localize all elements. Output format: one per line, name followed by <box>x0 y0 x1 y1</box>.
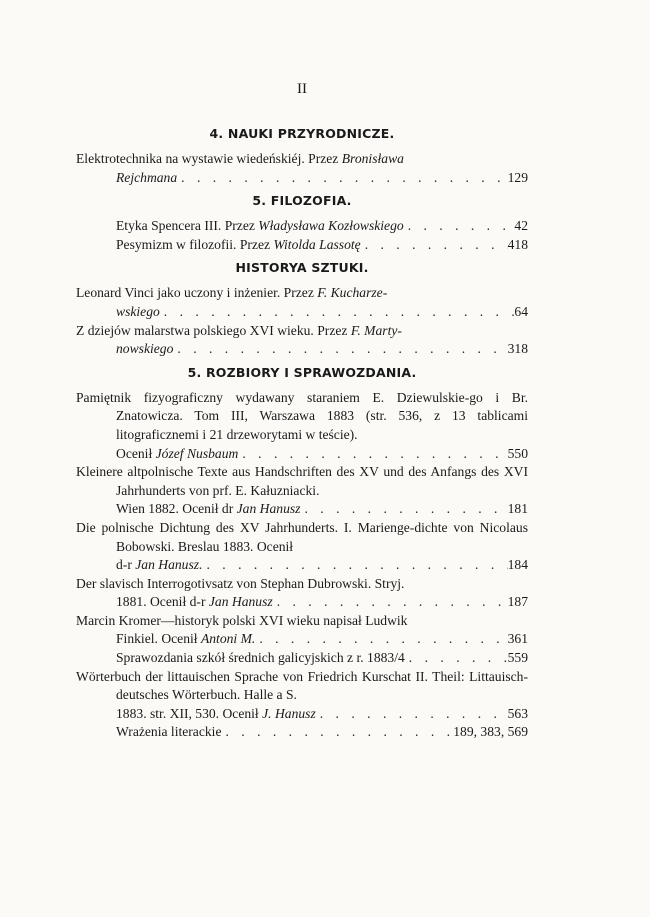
page-reference: 184 <box>507 557 528 573</box>
entry-lead: 1881. Ocenił d-r <box>116 594 209 610</box>
entry-author: F. Kucharze- <box>317 285 388 301</box>
entry-last-line <box>116 649 528 668</box>
entry-text: Elektrotechnika na wystawie wiedeńskiéj. Przez <box>76 151 342 166</box>
toc-entry <box>76 236 528 255</box>
table-of-contents <box>76 124 528 742</box>
page-number: II <box>297 81 307 97</box>
toc-entry <box>76 575 528 612</box>
entry-last-line <box>116 556 528 575</box>
section-heading: 5. ROZBIORY I SPRAWOZDANIA. <box>187 364 417 380</box>
dot-leader <box>177 169 507 188</box>
entry-lead-text <box>116 705 316 724</box>
toc-entry <box>76 463 528 519</box>
dot-leader <box>221 723 453 742</box>
entry-last-line <box>116 445 528 464</box>
entry-author: Jan Hanusz <box>236 501 301 517</box>
entry-lead-text <box>116 445 238 464</box>
page-reference: 129 <box>507 169 528 185</box>
dot-leader <box>160 303 515 322</box>
entry-last-line <box>116 169 528 188</box>
toc-entry <box>76 217 528 236</box>
entry-author: Bronisława <box>341 151 404 166</box>
entry-lead: Etyka Spencera III. Przez <box>116 218 259 234</box>
dot-leader <box>202 556 507 575</box>
entry-lead-text <box>116 649 405 668</box>
entry-author: Władysława Kozłowskiego <box>258 218 404 234</box>
entry-lead-text <box>116 556 202 575</box>
entry-text: Der slavisch Interrogotivsatz von Stephan Dubrowski. Stryj. <box>76 575 405 591</box>
dot-leader <box>405 649 508 668</box>
entry-last-line <box>116 500 528 519</box>
entry-text: Die polnische Dichtung des XV Jahrhunderts. I. Marienge-dichte von Nicolaus Bobowski. Breslau 1883. Ocenił <box>76 519 528 554</box>
page-reference: 418 <box>507 236 528 252</box>
entry-author: Jan Hanusz <box>208 594 273 610</box>
dot-leader <box>316 705 508 724</box>
entry-lead-text <box>116 500 300 519</box>
toc-entry <box>76 519 528 575</box>
entry-lead-text <box>116 303 160 322</box>
entry-text: Pamiętnik fizyograficzny wydawany staraniem E. Dziewulskie-go i Br. Znatowicza. Tom III, Warszawa 1883 (str. 536, z 13 tablicami litograficznemi i 21 drzeworytami w teście). <box>76 389 528 442</box>
toc-entry <box>76 284 528 321</box>
page-reference: 361 <box>507 631 528 647</box>
section-heading: HISTORYA SZTUKI. <box>235 260 369 276</box>
entry-last-line <box>116 303 528 322</box>
section-heading: 4. NAUKI PRZYRODNICZE. <box>209 126 395 141</box>
entry-lead-text <box>116 593 273 612</box>
entry-lead-text <box>116 217 404 236</box>
page-reference: 318 <box>507 341 528 357</box>
page-reference: 550 <box>507 445 528 461</box>
entry-last-line <box>116 630 528 649</box>
entry-lead-text <box>116 630 255 649</box>
dot-leader <box>404 217 515 236</box>
page-reference: 42 <box>514 218 528 234</box>
entry-last-line <box>116 217 528 236</box>
entry-author: F. Marty- <box>350 322 402 338</box>
entry-author: Antoni M. <box>200 631 256 647</box>
entry-lead: Pesymizm w filozofii. Przez <box>116 236 274 252</box>
entry-text: Leonard Vinci jako uczony i inżenier. Przez <box>76 285 318 301</box>
entry-author: J. Hanusz <box>262 705 316 721</box>
page-reference: 181 <box>507 501 528 517</box>
page-reference: 559 <box>507 650 528 666</box>
entry-lead: Ocenił <box>116 445 156 461</box>
entry-lead-text <box>116 169 177 188</box>
entry-lead: 1883. str. XII, 530. Ocenił <box>116 705 263 721</box>
dot-leader <box>273 593 508 612</box>
entry-last-line <box>116 705 528 724</box>
entry-lead: d-r <box>116 557 136 573</box>
entry-author: Jan Hanusz. <box>135 557 203 573</box>
page-reference: 189, 383, 569 <box>453 724 528 740</box>
toc-entry <box>76 389 528 463</box>
toc-entry <box>76 612 528 649</box>
dot-leader <box>173 340 507 359</box>
entry-last-line <box>116 236 528 255</box>
dot-leader <box>361 236 508 255</box>
toc-entry <box>76 649 528 668</box>
entry-author: Rejchmana <box>116 169 178 185</box>
toc-entry <box>76 723 528 742</box>
entry-text: Kleinere altpolnische Texte aus Handschriften des XV und des Anfangs des XVI Jahrhunderts von prf. E. Kałuzniacki. <box>76 464 528 498</box>
section-heading: 5. FILOZOFIA. <box>252 193 352 209</box>
entry-last-line <box>116 340 528 359</box>
entry-author: wskiego <box>116 303 160 319</box>
entry-lead: Sprawozdania szkół średnich galicyjskich z r. 1883/4 <box>116 650 405 666</box>
entry-lead: Wrażenia literackie <box>116 724 222 740</box>
page-reference: 64 <box>514 303 528 319</box>
toc-entry <box>76 322 528 359</box>
entry-lead-text <box>116 340 173 359</box>
entry-last-line <box>116 723 528 742</box>
entry-last-line <box>116 593 528 612</box>
entry-author: Witolda Lassotę <box>273 236 361 252</box>
entry-text: Marcin Kromer—historyk polski XVI wieku napisał Ludwik <box>76 612 408 628</box>
entry-lead-text <box>116 236 361 255</box>
toc-entry <box>76 668 528 724</box>
page-reference: 563 <box>507 705 528 721</box>
dot-leader <box>238 445 507 464</box>
entry-text: Wörterbuch der littauischen Sprache von Friedrich Kurschat II. Theil: Littauisch-deutsches Wörterbuch. Halle a S. <box>76 668 528 703</box>
entry-author: nowskiego <box>116 341 174 357</box>
entry-author: Józef Nusbaum <box>155 445 239 461</box>
dot-leader <box>300 500 507 519</box>
entry-lead: Finkiel. Ocenił <box>116 631 201 647</box>
entry-lead-text <box>116 723 221 742</box>
entry-text: Z dziejów malarstwa polskiego XVI wieku. Przez <box>76 322 351 338</box>
document-page <box>76 78 528 742</box>
dot-leader <box>255 630 507 649</box>
toc-entry <box>76 150 528 187</box>
page-reference: 187 <box>507 594 528 610</box>
entry-lead: Wien 1882. Ocenił dr <box>116 501 237 517</box>
